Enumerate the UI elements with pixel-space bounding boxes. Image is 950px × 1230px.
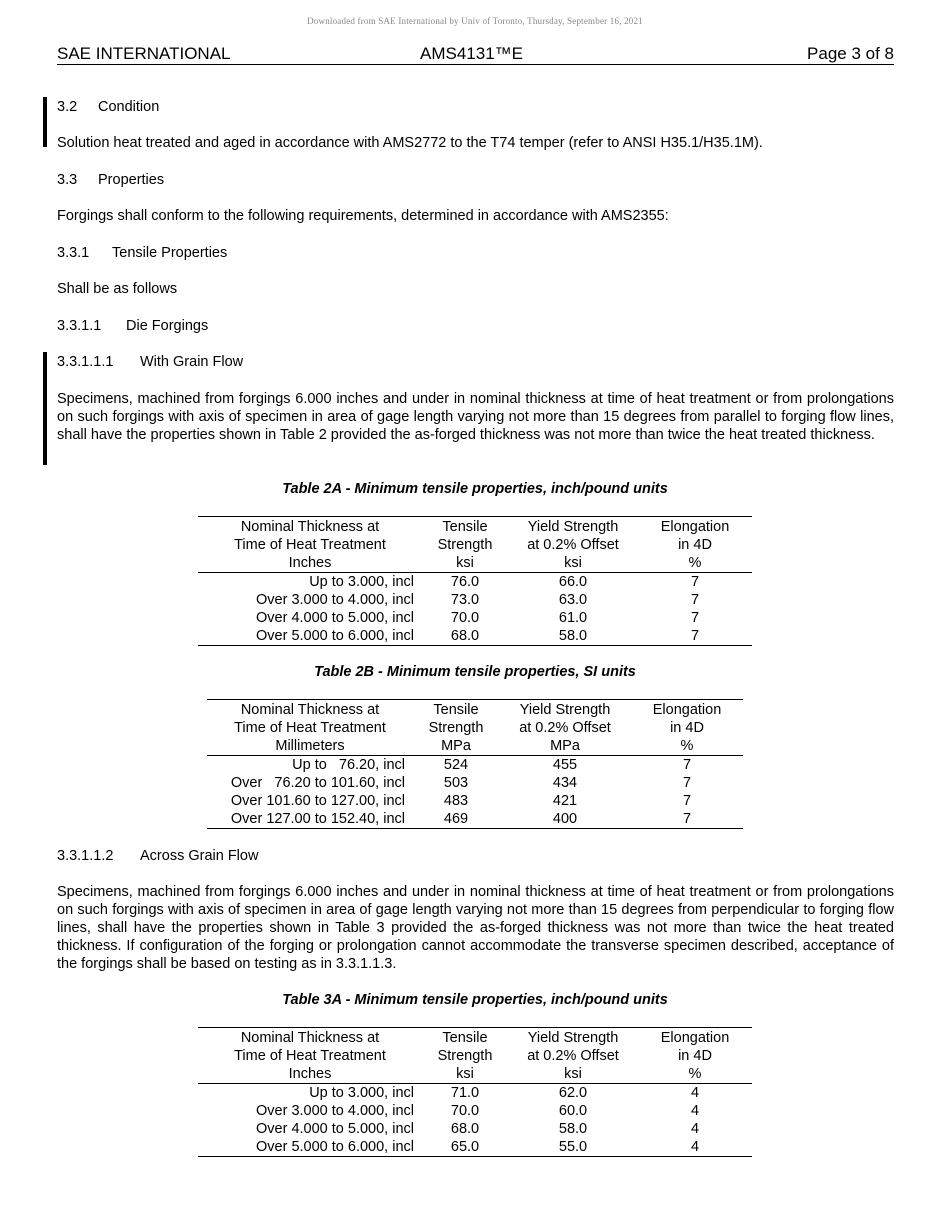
thickness-range: Up to 3.000, incl: [309, 1085, 414, 1101]
elongation: 7: [682, 775, 692, 791]
column-header: Strength: [437, 1048, 493, 1064]
yield-strength: 421: [552, 793, 578, 809]
page-number: Page 3 of 8: [807, 44, 894, 63]
tensile-strength: 483: [443, 793, 469, 809]
tensile-strength: 71.0: [450, 1085, 480, 1101]
table-row: [198, 591, 752, 609]
table-row: [198, 1138, 752, 1157]
publisher-name: SAE INTERNATIONAL: [57, 44, 231, 63]
table-row: [198, 609, 752, 627]
column-unit: ksi: [508, 1065, 638, 1084]
section-heading-3-3-1-1: [57, 317, 208, 335]
section-title: Across Grain Flow: [140, 848, 259, 864]
thickness-range: Up to 3.000, incl: [309, 574, 414, 590]
paragraph-condition: Solution heat treated and aged in accordance with AMS2772 to the T74 temper (refer to ANSI H35.1/H35.1M).: [57, 135, 763, 151]
section-heading-3-3-1-1-1: [57, 353, 243, 371]
column-header: in 4D: [678, 1048, 712, 1064]
column-header: Tensile: [422, 1028, 508, 1048]
column-unit: Millimeters: [207, 737, 413, 756]
section-heading-3-2: [57, 98, 159, 116]
paragraph-with-grain-flow: Specimens, machined from forgings 6.000 inches and under in nominal thickness at time of heat treatment or from prolongations on such forgings with axis of specimen in area of gage length varying not more than 15 degrees from parallel to forging flow lines, shall have the properties shown in Table 2 provided the as-forged thickness was not more than twice the heat treated thickness.: [57, 391, 894, 443]
thickness-range: Over 5.000 to 6.000, incl: [198, 627, 422, 646]
section-heading-3-3-1: [57, 244, 227, 262]
revision-change-bar: [43, 352, 47, 465]
elongation: 7: [690, 610, 700, 626]
column-unit: Inches: [198, 554, 422, 573]
yield-strength: 455: [552, 757, 578, 773]
table-row: [198, 1084, 752, 1103]
elongation: 4: [690, 1121, 700, 1137]
elongation: 7: [631, 810, 743, 829]
table-row: [207, 774, 743, 792]
thickness-range: Over 76.20 to 101.60, incl: [230, 775, 405, 791]
elongation: 4: [690, 1103, 700, 1119]
tensile-strength: 70.0: [450, 610, 480, 626]
thickness-range: Over 4.000 to 5.000, incl: [256, 1121, 414, 1137]
section-number: 3.3: [57, 172, 78, 188]
yield-strength: 58.0: [558, 1121, 588, 1137]
table-row: [198, 627, 752, 646]
column-header: Yield Strength: [508, 1028, 638, 1048]
column-header: Tensile: [422, 517, 508, 537]
table-row: [207, 810, 743, 829]
section-title: Tensile Properties: [112, 245, 228, 261]
column-unit: ksi: [508, 554, 638, 573]
column-unit: ksi: [422, 1065, 508, 1084]
paragraph-properties: Forgings shall conform to the following requirements, determined in accordance with AMS2355:: [57, 208, 669, 224]
thickness-range: Over 127.00 to 152.40, incl: [207, 810, 413, 829]
section-number: 3.3.1.1.2: [57, 848, 114, 864]
paragraph-tensile: Shall be as follows: [57, 281, 178, 297]
column-header: Strength: [437, 537, 493, 553]
column-unit: ksi: [422, 554, 508, 573]
tensile-strength: 65.0: [422, 1138, 508, 1157]
elongation: 7: [682, 793, 692, 809]
elongation: 4: [638, 1138, 752, 1157]
tensile-strength: 524: [443, 757, 469, 773]
column-header: Nominal Thickness at: [198, 1028, 422, 1048]
paragraph-across-grain-flow: Specimens, machined from forgings 6.000 inches and under in nominal thickness at time of heat treatment or from prolongations on such forgings with axis of specimen in area of gage length varying not more than 15 degrees from perpendicular to forging flow lines, shall have the properties shown in Table 3 provided the as-forged thickness was not more than twice the heat treated thickness. If configuration of the forging or prolongation cannot accommodate the transverse specimen described, acceptance of the forgings shall be based on testing as in 3.3.1.1.3.: [57, 884, 894, 972]
section-title: With Grain Flow: [140, 354, 244, 370]
yield-strength: 58.0: [508, 627, 638, 646]
column-unit: %: [638, 554, 752, 573]
elongation: 7: [682, 757, 692, 773]
column-header: in 4D: [670, 720, 704, 736]
column-header: Time of Heat Treatment: [234, 537, 386, 553]
section-title: Die Forgings: [126, 318, 209, 334]
tensile-strength: 68.0: [450, 1121, 480, 1137]
table-row: [198, 1120, 752, 1138]
tensile-strength: 70.0: [450, 1103, 480, 1119]
section-number: 3.3.1: [57, 245, 90, 261]
tensile-strength: 503: [443, 775, 469, 791]
column-header: at 0.2% Offset: [519, 720, 611, 736]
elongation: 7: [690, 592, 700, 608]
column-unit: %: [631, 737, 743, 756]
column-header: in 4D: [678, 537, 712, 553]
document-id: AMS4131™E: [420, 44, 523, 63]
table-row: [207, 756, 743, 775]
column-header: at 0.2% Offset: [527, 537, 619, 553]
column-header: Time of Heat Treatment: [234, 1048, 386, 1064]
thickness-range: Over 3.000 to 4.000, incl: [256, 592, 414, 608]
table-3a: [198, 1027, 752, 1157]
thickness-range: Up to 76.20, incl: [292, 757, 405, 773]
table-2a-caption: Table 2A - Minimum tensile properties, inch/pound units: [282, 481, 668, 497]
yield-strength: 60.0: [558, 1103, 588, 1119]
column-header: Time of Heat Treatment: [234, 720, 386, 736]
section-heading-3-3-1-1-2: [57, 847, 258, 865]
section-number: 3.3.1.1.1: [57, 354, 114, 370]
tensile-strength: 76.0: [450, 574, 480, 590]
yield-strength: 66.0: [558, 574, 588, 590]
table-3a-caption: Table 3A - Minimum tensile properties, inch/pound units: [282, 992, 668, 1008]
column-header: Elongation: [638, 1028, 752, 1048]
yield-strength: 61.0: [558, 610, 588, 626]
elongation: 7: [690, 574, 700, 590]
yield-strength: 62.0: [558, 1085, 588, 1101]
column-header: Elongation: [638, 517, 752, 537]
elongation: 7: [638, 627, 752, 646]
yield-strength: 55.0: [508, 1138, 638, 1157]
section-number: 3.2: [57, 99, 78, 115]
section-number: 3.3.1.1: [57, 318, 102, 334]
table-2a: [198, 516, 752, 646]
thickness-range: Over 4.000 to 5.000, incl: [256, 610, 414, 626]
yield-strength: 434: [552, 775, 578, 791]
column-header: Nominal Thickness at: [198, 517, 422, 537]
column-header: Yield Strength: [508, 517, 638, 537]
yield-strength: 63.0: [558, 592, 588, 608]
yield-strength: 400: [499, 810, 631, 829]
column-unit: %: [638, 1065, 752, 1084]
thickness-range: Over 101.60 to 127.00, incl: [230, 793, 405, 809]
section-heading-3-3: [57, 171, 164, 189]
tensile-strength: 73.0: [450, 592, 480, 608]
tensile-strength: 68.0: [422, 627, 508, 646]
column-header: Strength: [428, 720, 484, 736]
column-header: Elongation: [631, 700, 743, 720]
table-row: [198, 573, 752, 592]
column-header: at 0.2% Offset: [527, 1048, 619, 1064]
table-row: [207, 792, 743, 810]
table-2b-caption: Table 2B - Minimum tensile properties, SI units: [314, 664, 636, 680]
column-header: Tensile: [413, 700, 499, 720]
column-header: Yield Strength: [499, 700, 631, 720]
column-unit: MPa: [499, 737, 631, 756]
column-unit: Inches: [198, 1065, 422, 1084]
thickness-range: Over 5.000 to 6.000, incl: [198, 1138, 422, 1157]
revision-change-bar: [43, 97, 47, 147]
elongation: 4: [690, 1085, 700, 1101]
column-header: Nominal Thickness at: [207, 700, 413, 720]
table-row: [198, 1102, 752, 1120]
tensile-strength: 469: [413, 810, 499, 829]
section-title: Condition: [98, 99, 160, 115]
table-2b: [207, 699, 743, 829]
thickness-range: Over 3.000 to 4.000, incl: [256, 1103, 414, 1119]
section-title: Properties: [98, 172, 165, 188]
column-unit: MPa: [413, 737, 499, 756]
page-header: [57, 44, 894, 65]
download-watermark: Downloaded from SAE International by Univ of Toronto, Thursday, September 16, 2021: [307, 16, 643, 26]
